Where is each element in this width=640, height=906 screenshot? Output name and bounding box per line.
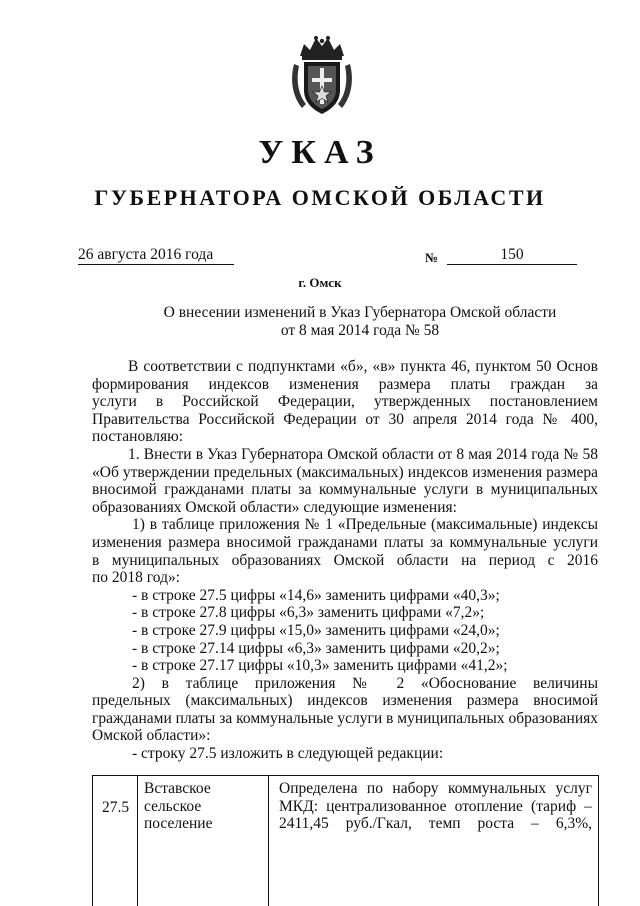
decree-date: 26 августа 2016 года — [78, 245, 234, 265]
body-line: постановляю: — [92, 428, 184, 446]
index-table — [92, 775, 599, 906]
body-line: предельных (максимальных) индексов изменения размера вносимой — [92, 692, 598, 710]
body-line: - в строке 27.17 цифры «10,3» заменить цифрами «41,2»; — [132, 657, 508, 675]
body-line: 2) в таблице приложения № 2 «Обоснование величины — [132, 674, 598, 692]
decree-title: УКАЗ — [258, 134, 382, 171]
description-line: 2411,45 руб./Гкал, темп роста – 6,3%, — [279, 815, 592, 832]
body-line: «Об утверждении предельных (максимальных) индексов изменения размера — [92, 463, 598, 481]
decree-subject — [140, 304, 580, 340]
settlement-line: поселение — [144, 815, 213, 832]
omsk-coat-of-arms-icon — [290, 34, 354, 116]
decree-body — [92, 358, 598, 763]
body-line: Омской области»: — [92, 727, 211, 745]
decree-issuer: ГУБЕРНАТОРА ОМСКОЙ ОБЛАСТИ — [94, 185, 546, 210]
body-line: по 2018 год»: — [92, 569, 181, 587]
body-line: гражданами платы за коммунальные услуги в муниципальных образованиях — [92, 709, 598, 727]
body-line: - строку 27.5 изложить в следующей редакции: — [132, 745, 444, 763]
body-line: в муниципальных образованиях Омской области на период с 2016 — [92, 551, 598, 569]
body-line: изменения размера вносимой гражданами платы за коммунальные услуги — [92, 533, 598, 551]
body-line: услуги в Российской Федерации, утвержденных постановлением — [92, 393, 598, 411]
settlement-line: Вставское — [144, 780, 211, 797]
body-line: Правительства Российской Федерации от 30 апреля 2014 года № 400, — [92, 410, 598, 428]
body-line: образованиях Омской области» следующие изменения: — [92, 498, 457, 516]
body-line: 1. Внести в Указ Губернатора Омской области от 8 мая 2014 года № 58 — [128, 445, 598, 463]
number-sign: № — [425, 250, 439, 265]
body-line: В соответствии с подпунктами «б», «в» пункта 46, пунктом 50 Основ — [128, 358, 598, 375]
body-line: - в строке 27.9 цифры «15,0» заменить цифрами «24,0»; — [132, 621, 500, 639]
description-line: Определена по набору коммунальных услуг — [279, 780, 592, 797]
table-cell-description — [269, 776, 599, 906]
description-line: МКД: централизованное отопление (тариф – — [279, 797, 592, 815]
subject-line: О внесении изменений в Указ Губернатора Омской области — [163, 304, 557, 321]
settlement-line: сельское — [144, 797, 202, 815]
table-cell-number — [93, 776, 138, 906]
row-number: 27.5 — [101, 799, 130, 816]
body-line: 1) в таблице приложения № 1 «Предельные (максимальные) индексы — [132, 516, 598, 534]
subject-line: от 8 мая 2014 года № 58 — [280, 322, 440, 339]
body-line: - в строке 27.8 цифры «6,3» заменить цифрами «7,2»; — [132, 604, 485, 622]
body-line: - в строке 27.14 цифры «6,3» заменить цифрами «20,2»; — [132, 639, 500, 657]
table-cell-settlement — [138, 776, 269, 906]
body-line: формирования индексов изменения размера платы граждан за — [92, 375, 598, 393]
decree-number: 150 — [447, 245, 577, 265]
decree-city: г. Омск — [298, 275, 342, 290]
body-line: вносимой гражданами платы за коммунальные услуги в муниципальных — [92, 481, 598, 499]
body-line: - в строке 27.5 цифры «14,6» заменить цифрами «40,3»; — [132, 586, 500, 604]
